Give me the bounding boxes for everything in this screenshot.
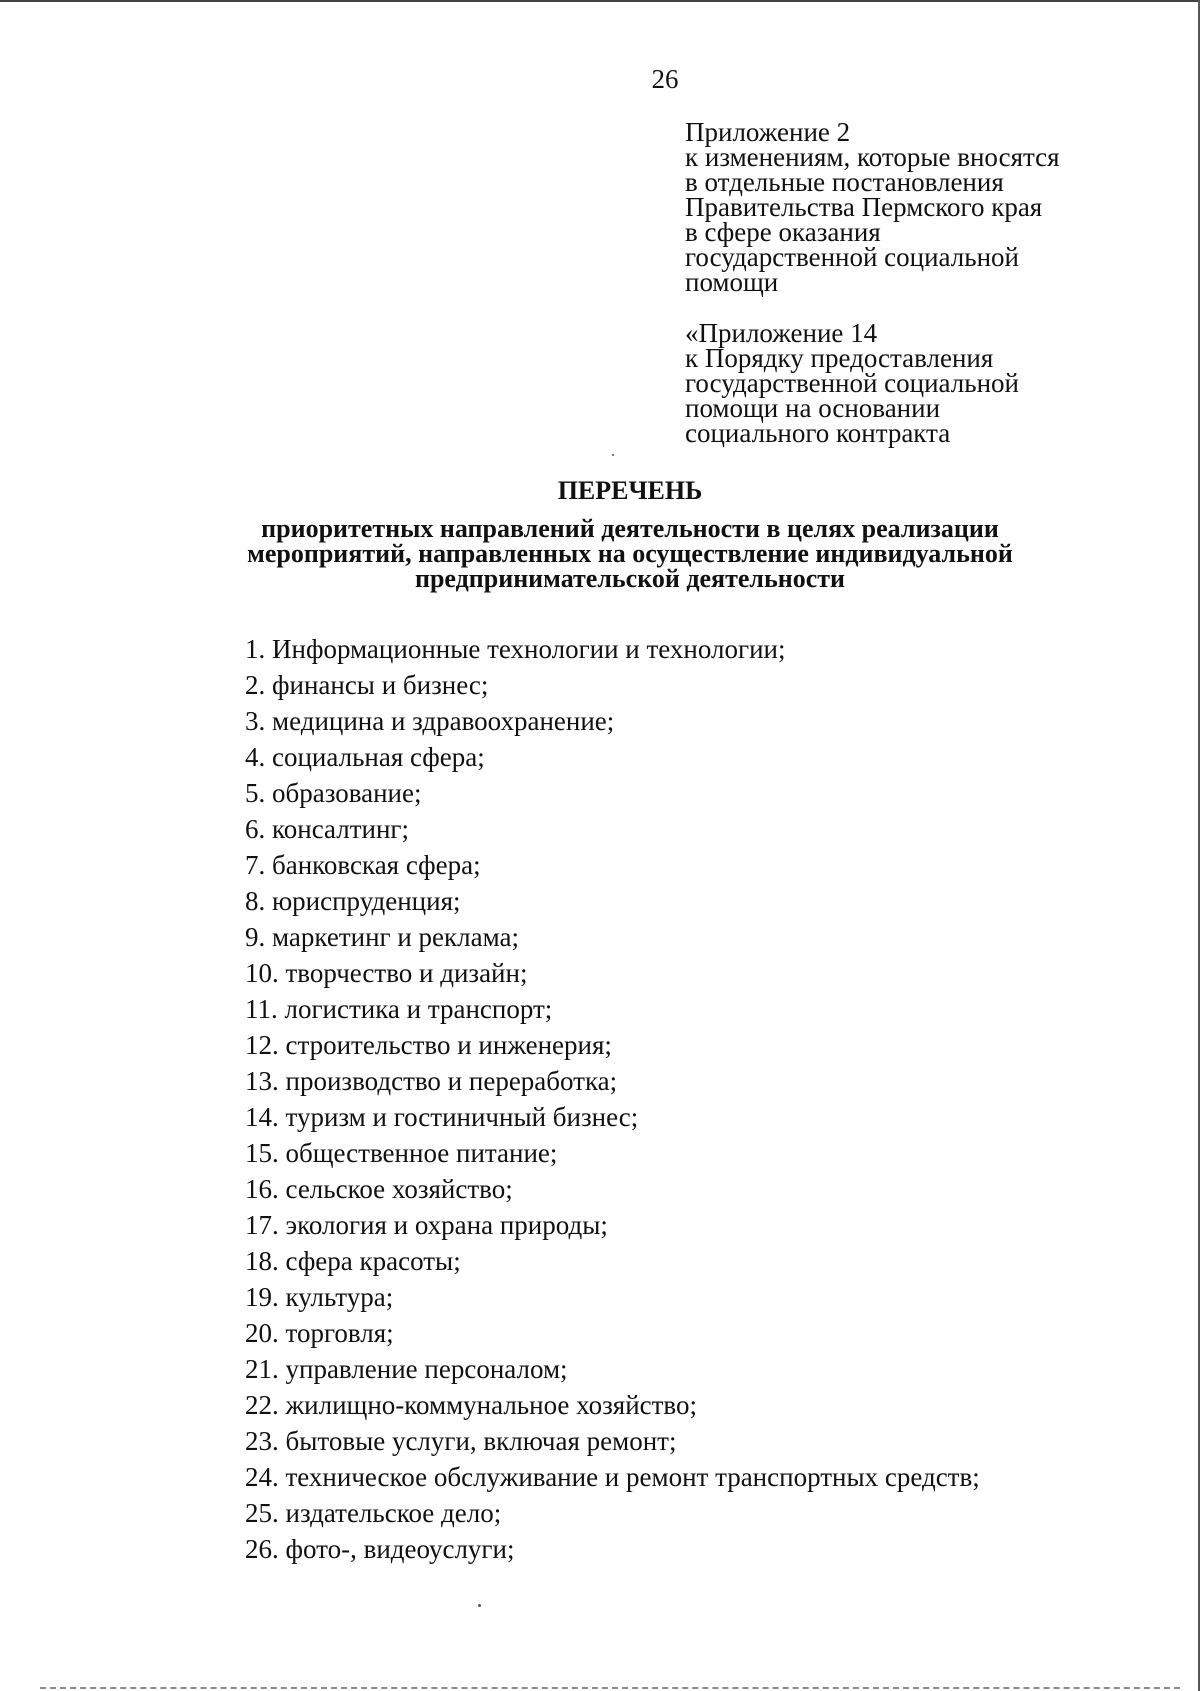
list-item: 13. производство и переработка; — [245, 1066, 618, 1096]
list-item: 22. жилищно-коммунальное хозяйство; — [245, 1390, 697, 1420]
subtitle-line: приоритетных направлений деятельности в целях реализации — [261, 514, 999, 543]
list-item: 17. экология и охрана природы; — [245, 1210, 608, 1240]
scan-edge-top — [0, 0, 1200, 2]
annex-sub-line: государственной социальной — [685, 368, 1019, 398]
subtitle-line: мероприятий, направленных на осуществление индивидуальной — [247, 539, 1013, 568]
annex-sub-line: к Порядку предоставления — [685, 343, 994, 373]
document-title: ПЕРЕЧЕНЬ — [557, 476, 703, 505]
scan-edge-bottom — [40, 1687, 1180, 1689]
list-item: 15. общественное питание; — [245, 1138, 558, 1168]
list-item: 10. творчество и дизайн; — [245, 958, 528, 988]
annex-sub-line: помощи на основании — [685, 393, 941, 423]
annex-header-line: помощи — [685, 267, 779, 297]
list-item: 7. банковская сфера; — [245, 850, 481, 880]
annex-header — [685, 117, 1060, 297]
list-item: 4. социальная сфера; — [245, 742, 485, 772]
directions-list — [245, 631, 980, 1567]
list-item: 9. маркетинг и реклама; — [245, 922, 519, 952]
list-item: 18. сфера красоты; — [245, 1246, 461, 1276]
list-item: 25. издательское дело; — [245, 1498, 502, 1528]
list-item: 1. Информационные технологии и технологии; — [245, 634, 786, 664]
list-item: 12. строительство и инженерия; — [245, 1030, 612, 1060]
list-item: 23. бытовые услуги, включая ремонт; — [245, 1426, 677, 1456]
annex-sub-line: «Приложение 14 — [685, 318, 878, 348]
list-item: 26. фото-, видеоуслуги; — [245, 1534, 515, 1564]
annex-header-line: государственной социальной — [685, 242, 1019, 272]
list-item: 14. туризм и гостиничный бизнес; — [245, 1102, 639, 1132]
annex-header-line: Правительства Пермского края — [685, 192, 1043, 222]
annex-header-line: к изменениям, которые вносятся — [685, 142, 1060, 172]
list-item: 11. логистика и транспорт; — [245, 994, 553, 1024]
scan-speck — [478, 1604, 481, 1607]
scan-speck — [612, 454, 614, 456]
annex-header-line: в сфере оказания — [685, 217, 881, 247]
document-subtitle — [0, 516, 1200, 591]
annex-sub-line: социального контракта — [685, 418, 951, 448]
list-item: 5. образование; — [245, 778, 422, 808]
list-item: 24. техническое обслуживание и ремонт транспортных средств; — [245, 1462, 980, 1492]
list-item: 6. консалтинг; — [245, 814, 409, 844]
list-item: 21. управление персоналом; — [245, 1354, 568, 1384]
list-item: 8. юриспруденция; — [245, 886, 461, 916]
subtitle-line: предпринимательской деятельности — [414, 564, 845, 593]
page-number: 26 — [651, 64, 679, 94]
annex-header-line: в отдельные постановления — [685, 167, 1004, 197]
list-item: 16. сельское хозяйство; — [245, 1174, 513, 1204]
list-item: 3. медицина и здравоохранение; — [245, 706, 615, 736]
list-item: 20. торговля; — [245, 1318, 394, 1348]
list-item: 2. финансы и бизнес; — [245, 670, 489, 700]
annex-header-line: Приложение 2 — [685, 117, 851, 147]
annex-sub-header — [685, 318, 1019, 448]
list-item: 19. культура; — [245, 1282, 394, 1312]
